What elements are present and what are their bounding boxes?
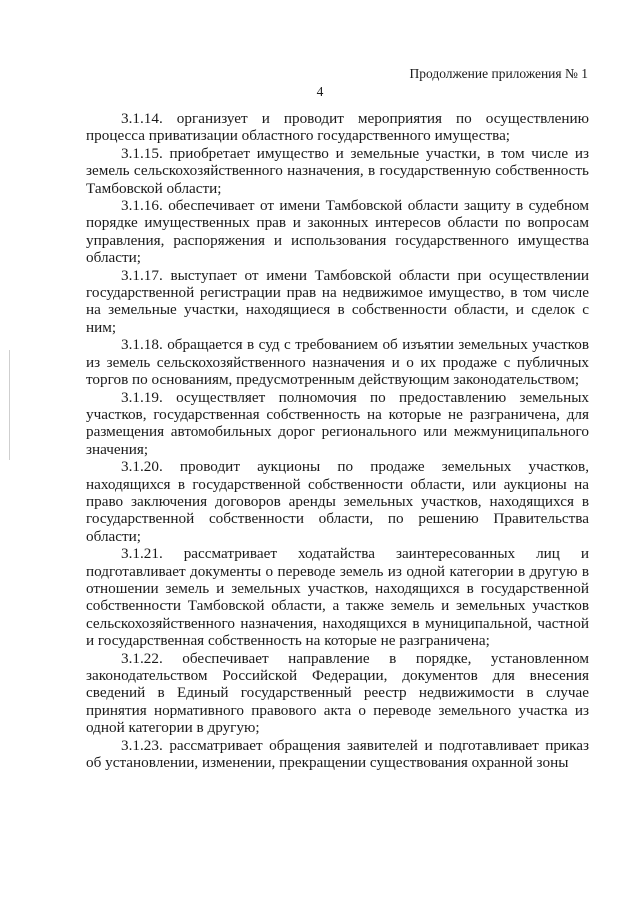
clause-3-1-23: 3.1.23. рассматривает обращения заявителей и подготавливает приказ об установлении, изменении, прекращении существования охранной зоны — [86, 736, 589, 772]
clause-3-1-16: 3.1.16. обеспечивает от имени Тамбовской области защиту в судебном порядке имущественных прав и законных интересов области по вопросам управления, распоряжения и использования государственного имущества области; — [86, 197, 589, 267]
clause-3-1-14: 3.1.14. организует и проводит мероприятия по осуществлению процесса приватизации областного государственного имущества; — [86, 110, 589, 145]
clause-3-1-18: 3.1.18. обращается в суд с требованием об изъятии земельных участков из земель сельскохозяйственного назначения и о их продаже с публичных торгов по основаниям, предусмотренным действующим законодательством; — [86, 336, 589, 389]
page-number: 4 — [316, 84, 324, 99]
document-body — [86, 110, 589, 771]
clause-3-1-22: 3.1.22. обеспечивает направление в порядке, установленном законодательством Российской Федерации, документов для внесения сведений в Единый государственный реестр недвижимости в случае принятия нормативного правового акта о переводе земельного участка из одной категории в другую; — [86, 649, 589, 737]
clause-3-1-21: 3.1.21. рассматривает ходатайства заинтересованных лиц и подготавливает документы о переводе земель из одной категории в другую в отношении земель и земельных участков, находящихся в государственной собственности Тамбовской области, а также земель и земельных участков сельскохозяйственного назначения, находящихся в муниципальной, частной и государственная собственность на которые не разграничена; — [86, 545, 589, 650]
clause-3-1-20: 3.1.20. проводит аукционы по продаже земельных участков, находящихся в государственной собственности области, или аукционы на право заключения договоров аренды земельных участков, находящихся в государственной собственности области, по решению Правительства области; — [86, 458, 589, 545]
clause-3-1-19: 3.1.19. осуществляет полномочия по предоставлению земельных участков, государственная собственность на которые не разграничена, для размещения автомобильных дорог регионального или межмуниципального значения; — [86, 388, 589, 458]
clause-3-1-17: 3.1.17. выступает от имени Тамбовской области при осуществлении государственной регистрации прав на недвижимое имущество, в том числе на земельные участки, находящиеся в собственности области, и сделок с ним; — [86, 266, 589, 336]
continuation-note: Продолжение приложения № 1 — [409, 66, 588, 81]
clause-3-1-15: 3.1.15. приобретает имущество и земельные участки, в том числе из земель сельскохозяйственного назначения, в государственную собственность Тамбовской области; — [86, 144, 589, 197]
scan-edge-mark — [9, 350, 10, 460]
